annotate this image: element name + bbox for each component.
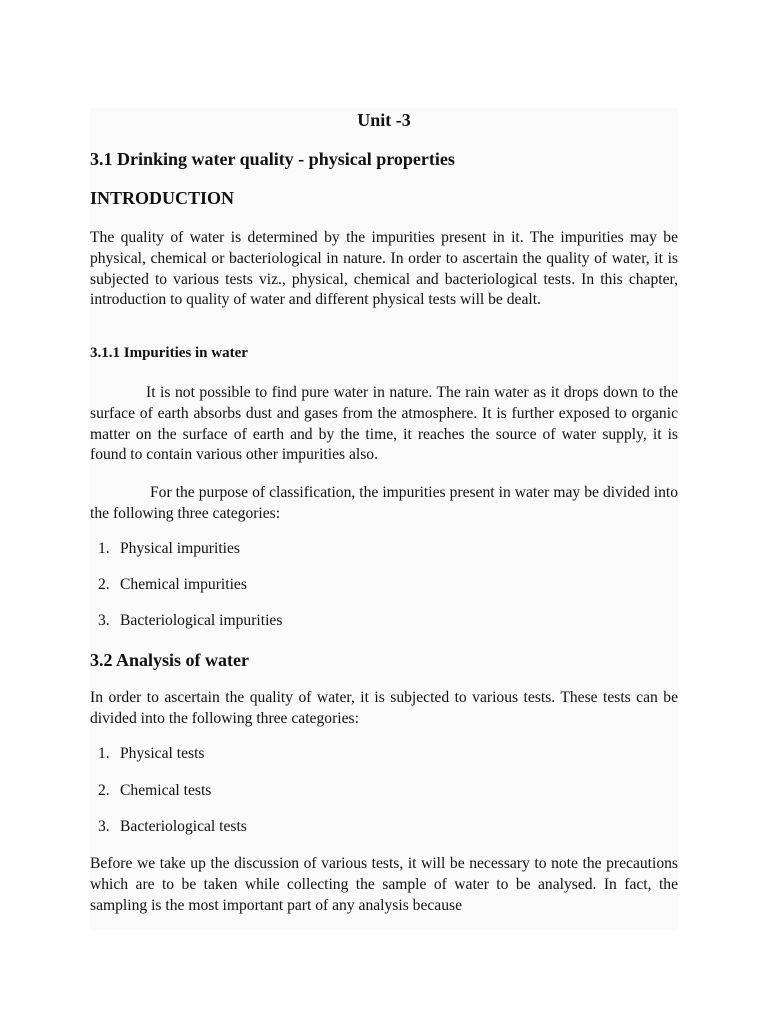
analysis-title: 3.2 Analysis of water — [90, 650, 249, 670]
list-text: Physical tests — [120, 745, 205, 762]
list-text: Bacteriological impurities — [120, 612, 283, 629]
section-title: 3.1 Drinking water quality - physical properties — [90, 149, 455, 169]
list-item — [98, 612, 282, 630]
list-number: 1. — [98, 540, 110, 557]
list-number: 2. — [98, 782, 110, 799]
analysis-paragraph: In order to ascertain the quality of water, it is subjected to various tests. These tests can be divided into the following three categories: — [90, 689, 678, 727]
impurities-paragraph-1: It is not possible to find pure water in nature. The rain water as it drops down to the surface of earth absorbs dust and gases from the atmosphere. It is further exposed to organic matter on the surface of earth and by the time, it reaches the source of water supply, it is found to contain various other impurities also. — [90, 384, 678, 464]
impurities-paragraph-2: For the purpose of classification, the impurities present in water may be divided into the following three categories: — [90, 484, 678, 522]
list-item — [98, 745, 204, 763]
list-text: Chemical tests — [120, 782, 212, 799]
list-item — [98, 540, 240, 558]
list-number: 3. — [98, 818, 110, 835]
list-item — [98, 576, 247, 594]
intro-heading: INTRODUCTION — [90, 188, 235, 208]
subsection-title: 3.1.1 Impurities in water — [90, 345, 248, 361]
list-text: Chemical impurities — [120, 576, 247, 593]
list-number: 3. — [98, 612, 110, 629]
page-content — [90, 108, 678, 930]
list-text: Bacteriological tests — [120, 818, 247, 835]
closing-paragraph: Before we take up the discussion of various tests, it will be necessary to note the precautions which are to be taken while collecting the sample of water to be analysed. In fact, the sampling is the most important part of any analysis because — [90, 855, 678, 914]
list-number: 2. — [98, 576, 110, 593]
list-item — [98, 782, 211, 800]
unit-title: Unit -3 — [357, 110, 411, 130]
intro-paragraph: The quality of water is determined by the impurities present in it. The impurities may be physical, chemical or bacteriological in nature. In order to ascertain the quality of water, it is subjected to various tests viz., physical, chemical and bacteriological tests. In this chapter, introduction to quality of water and different physical tests will be dealt. — [90, 229, 678, 309]
list-number: 1. — [98, 745, 110, 762]
list-item — [98, 818, 247, 836]
list-text: Physical impurities — [120, 540, 240, 557]
